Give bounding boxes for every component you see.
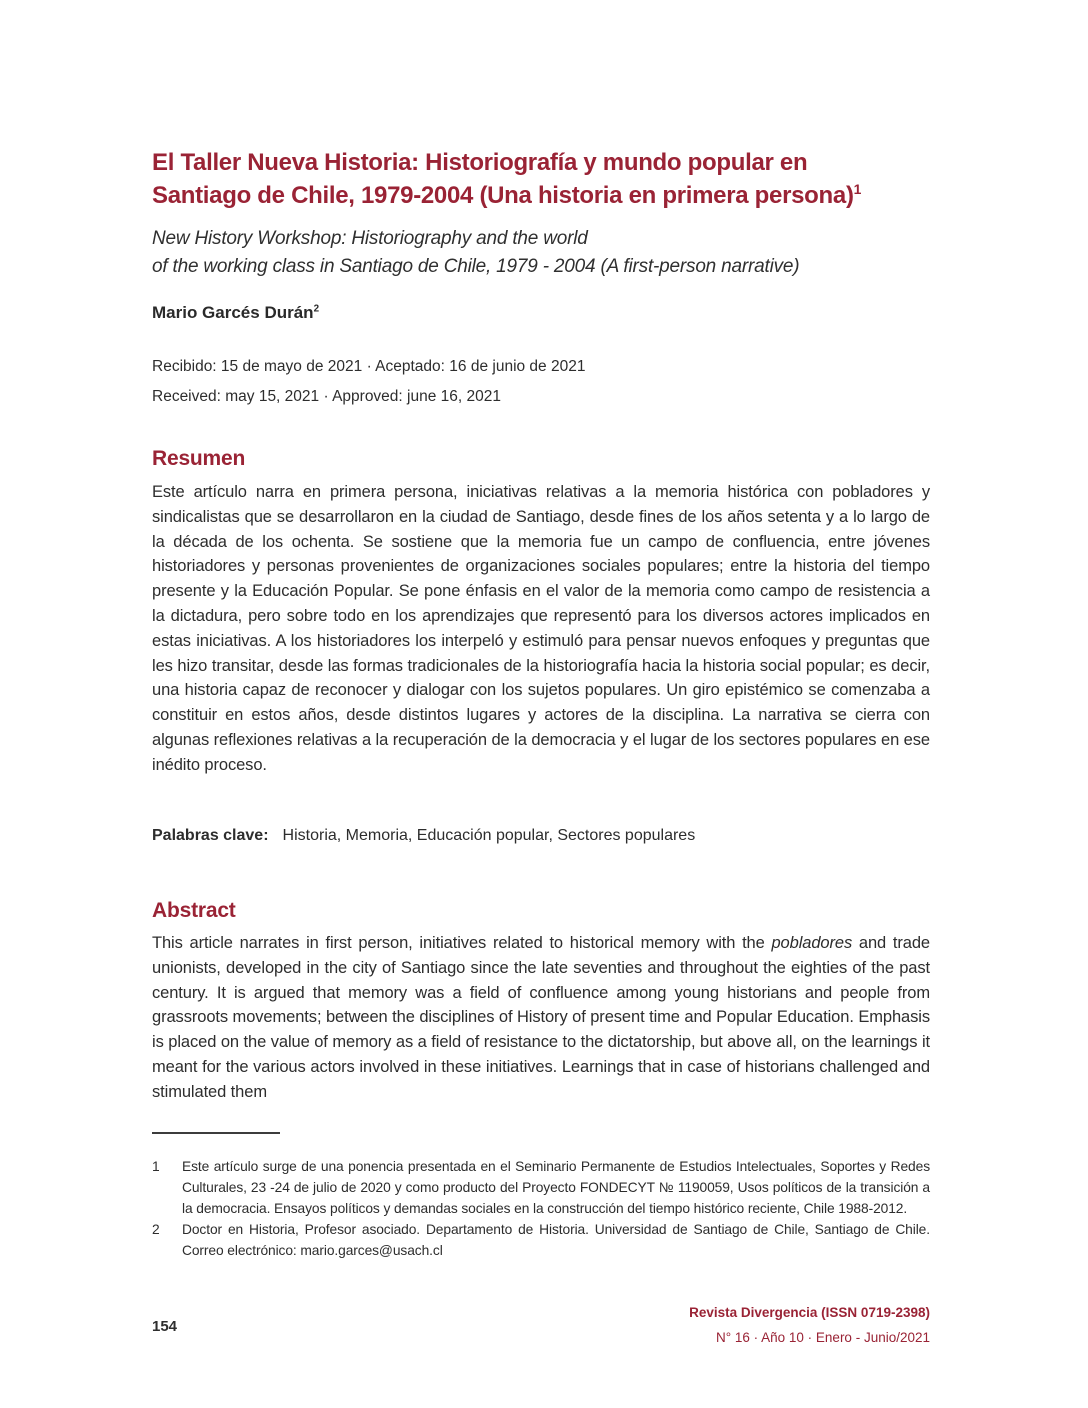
abstract-text-before: This article narrates in first person, initiatives related to historical memory with the [152, 934, 772, 952]
dates-spanish: Recibido: 15 de mayo de 2021 · Aceptado: 16 de junio de 2021 [152, 358, 586, 375]
title-line-1: El Taller Nueva Historia: Historiografía y mundo popular en [152, 149, 808, 176]
author-line [152, 303, 930, 323]
submission-dates [152, 352, 930, 412]
keywords-label: Palabras clave: [152, 827, 269, 844]
footnote-number-2: 2 [152, 1222, 160, 1237]
dates-english: Received: may 15, 2021 · Approved: june 16, 2021 [152, 388, 501, 405]
resumen-paragraph: Este artículo narra en primera persona, iniciativas relativas a la memoria histórica con pobladores y sindicalistas que se desarrollaron en la ciudad de Santiago, desde fines de los años setenta y a lo largo de la década de los ochenta. Se sostiene que la memoria fue un campo de confluencia, entre jóvenes historiadores y personas provenientes de organizaciones sociales populares; entre la historia del tiempo presente y la Educación Popular. Se pone énfasis en el valor de la memoria como campo de resistencia a la dictadura, pero sobre todo en los aprendizajes que representó para los diversos actores implicados en estas iniciativas. A los historiadores los interpeló y estimuló para pensar nuevos enfoques y preguntas que les hizo transitar, desde las formas tradicionales de la historiografía hacia la historia social popular; es decir, una historia capaz de reconocer y dialogar con los sujetos populares. Un giro epistémico se comenzaba a constituir en estos años, desde distintos lugares y actores de la disciplina. La narrativa se cierra con algunas reflexiones relativas a la recuperación de la democracia y el lugar de los sectores populares en ese inédito proceso. [152, 483, 930, 774]
footnote-text-2: Doctor en Historia, Profesor asociado. Departamento de Historia. Universidad de Santiago de Chile, Santiago de Chile. Correo electrónico: mario.garces@usach.cl [182, 1222, 930, 1258]
page-number: 154 [152, 1318, 178, 1335]
journal-name: Revista Divergencia (ISSN 0719-2398) [689, 1305, 930, 1320]
abstract-paragraph [152, 931, 930, 1105]
abstract-text-after: and trade unionists, developed in the city of Santiago since the late seventies and throughout the eighties of the past century. It is argued that memory was a field of confluence among young historians and people from grassroots movements; between the disciplines of History of present time and Popular Education. Emphasis is placed on the value of memory as a field of resistance to the dictatorship, but above all, on the learnings it meant for the various actors involved in these initiatives. Learnings that in case of historians challenged and stimulated them [152, 934, 930, 1101]
subtitle-line-2: of the working class in Santiago de Chile, 1979 - 2004 (A first-person narrative) [152, 256, 800, 277]
footnotes-section [152, 1156, 930, 1261]
article-subtitle-english [152, 225, 930, 281]
resumen-heading: Resumen [152, 447, 246, 470]
keywords-line [152, 827, 930, 845]
keywords-value: Historia, Memoria, Educación popular, Sectores populares [282, 827, 696, 844]
footnote-divider [152, 1132, 280, 1134]
title-line-2: Santiago de Chile, 1979-2004 (Una historia en primera persona) [152, 182, 854, 209]
article-title [152, 146, 930, 212]
journal-issue-info: N° 16 · Año 10 · Enero - Junio/2021 [715, 1330, 930, 1345]
abstract-heading: Abstract [152, 899, 236, 922]
footnote-item-2 [152, 1219, 930, 1261]
journal-footer [689, 1300, 930, 1350]
footnote-text-1: Este artículo surge de una ponencia presentada en el Seminario Permanente de Estudios Intelectuales, Soportes y Redes Culturales, 23 -24 de julio de 2020 y como producto del Proyecto FONDECYT № 1190059, Usos políticos de la transición a la democracia. Ensayos políticos y demandas sociales en la construcción del tiempo histórico reciente, Chile 1988-2012. [182, 1159, 930, 1216]
footnote-number-1: 1 [152, 1159, 160, 1174]
abstract-italic-term: pobladores [771, 934, 853, 952]
footnote-item-1 [152, 1156, 930, 1219]
subtitle-line-1: New History Workshop: Historiography and the world [152, 228, 588, 249]
title-footnote-ref: 1 [853, 181, 862, 197]
author-footnote-ref: 2 [313, 303, 320, 315]
author-name: Mario Garcés Durán [152, 303, 314, 322]
